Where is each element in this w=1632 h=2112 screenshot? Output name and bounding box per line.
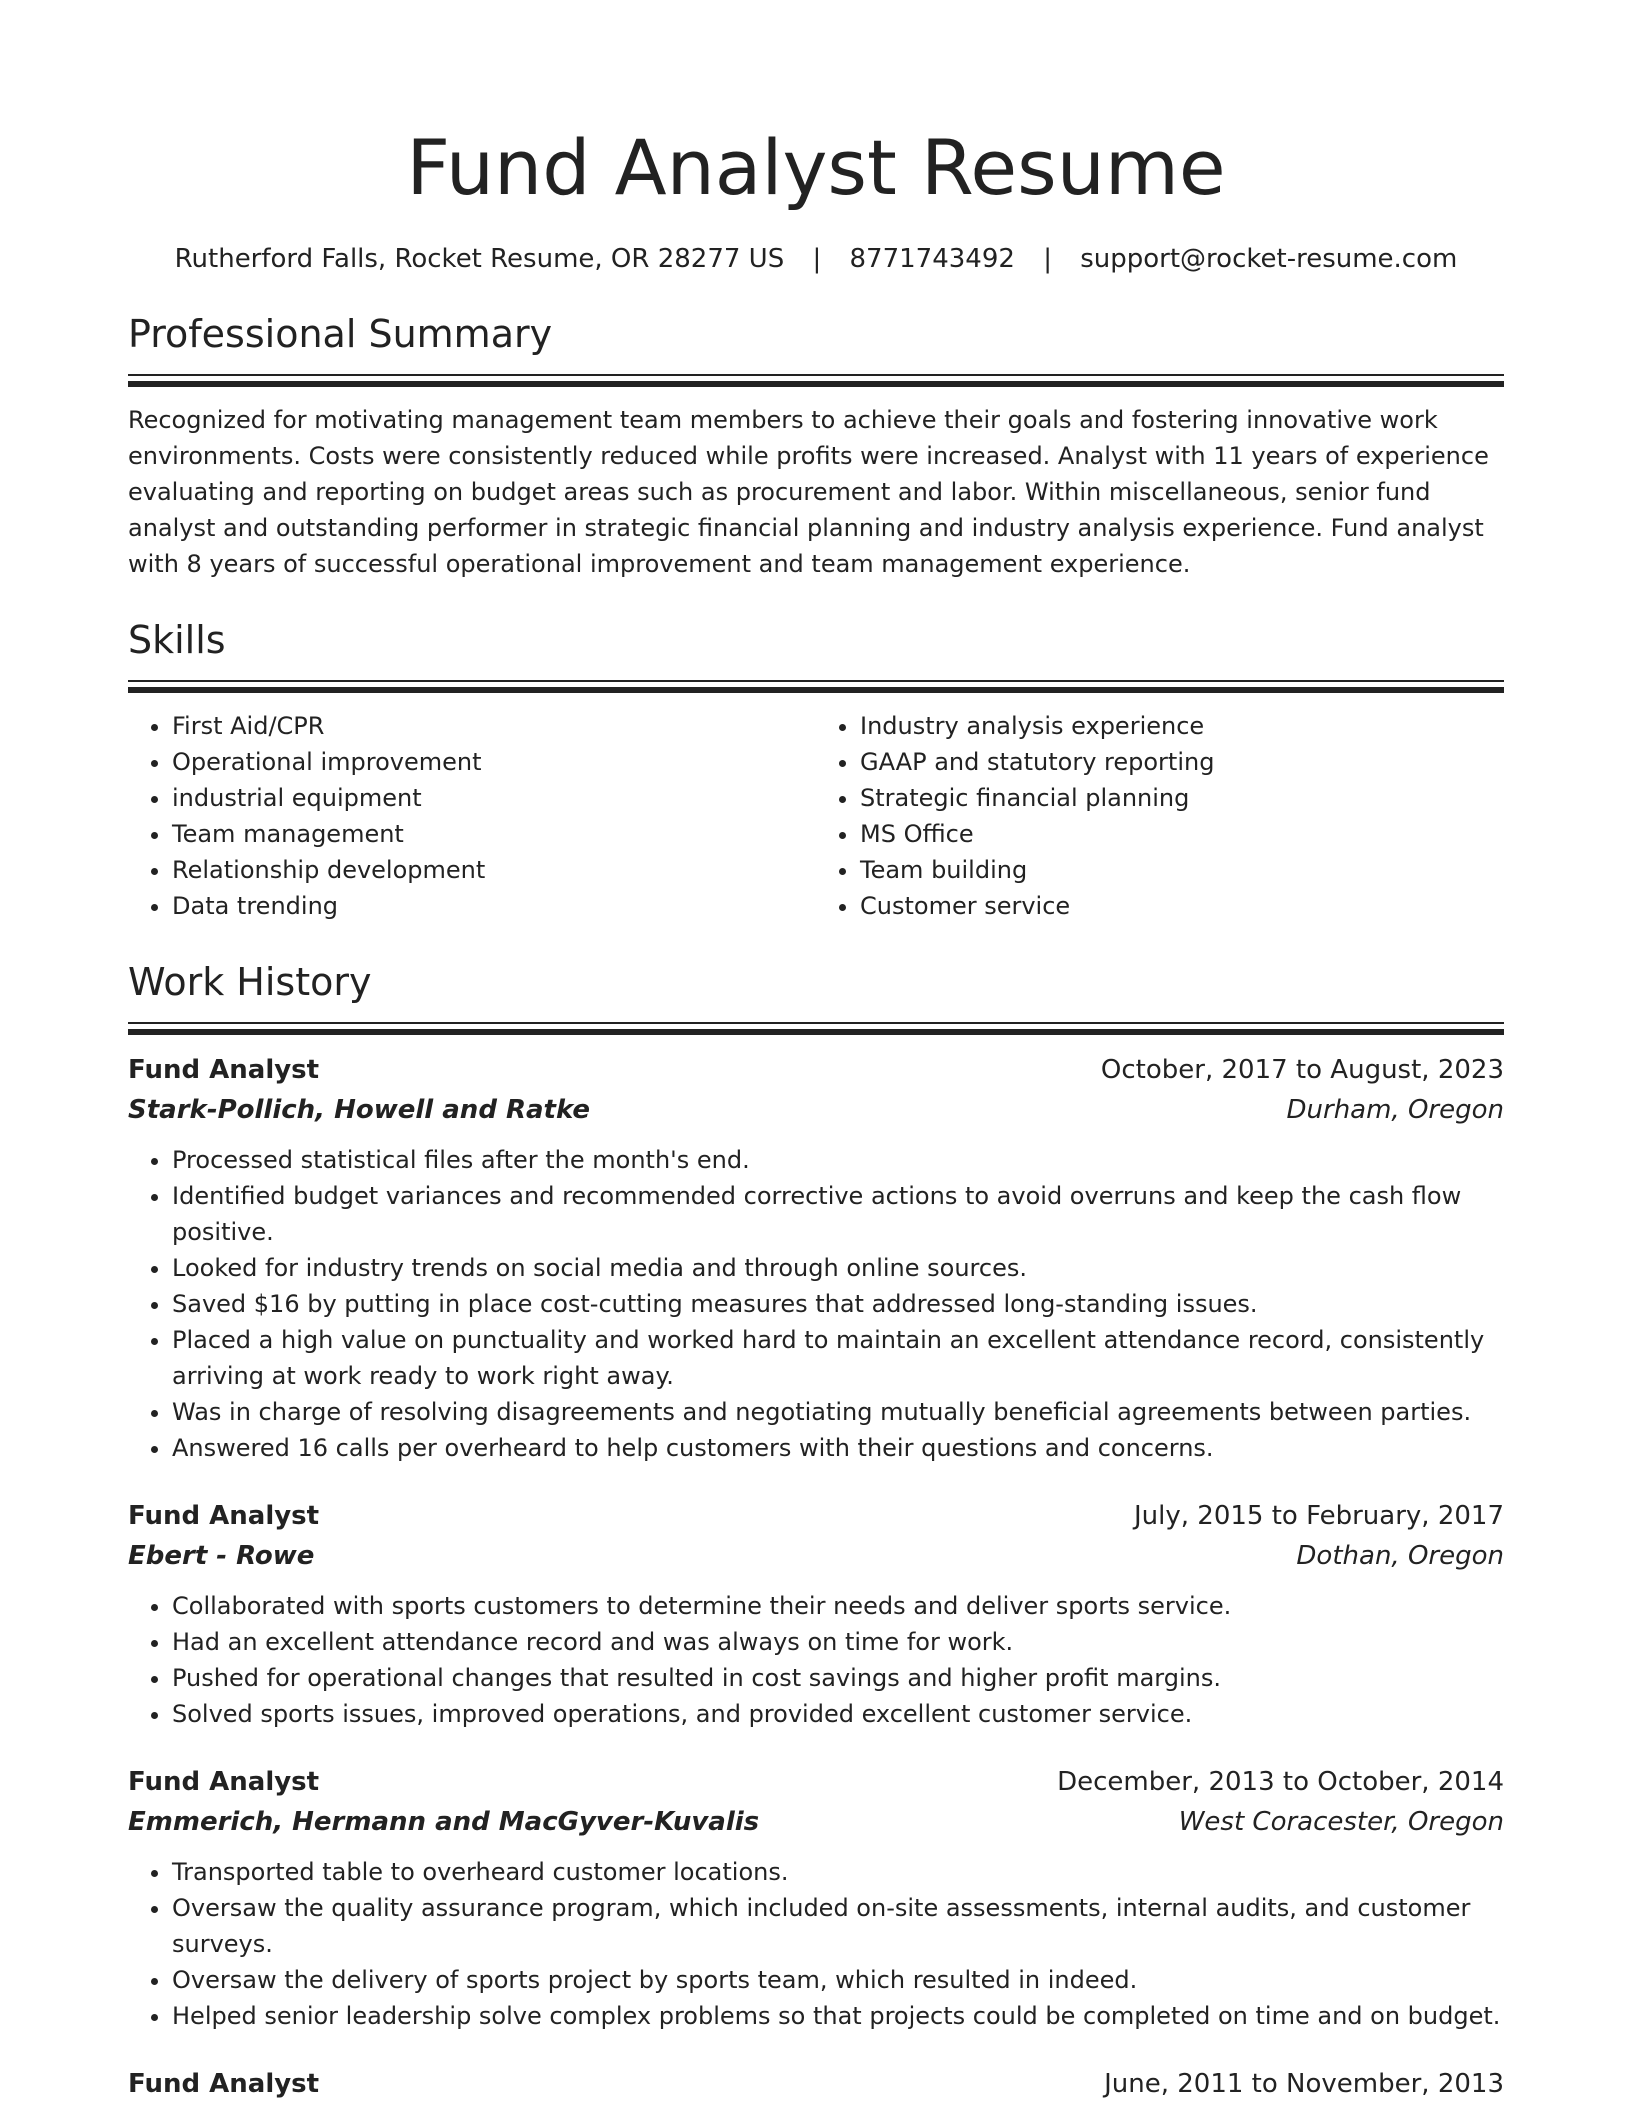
job-duty: • Answered 16 calls per overheard to help customers with their questions and concerns.: [172, 1430, 1504, 1466]
contact-separator: |: [812, 244, 822, 274]
skill-item: • Industry analysis experience: [860, 708, 1504, 744]
job-duty: • Transported table to overheard customer locations.: [172, 1854, 1504, 1890]
job-dates: December, 2013 to October, 2014: [1057, 1767, 1504, 1797]
skills-column-right: [816, 708, 1504, 924]
section-divider: [128, 680, 1504, 696]
job-dates: October, 2017 to August, 2023: [1100, 1055, 1504, 1085]
job-duty: • Identified budget variances and recommended corrective actions to avoid overruns and keep the cash flow positive.: [172, 1178, 1504, 1250]
job-header-row: [128, 2064, 1504, 2104]
job-entry: [128, 1762, 1504, 2034]
skills-list: [128, 708, 816, 924]
section-heading: Work History: [128, 960, 372, 1004]
job-header-row: [128, 1762, 1504, 1802]
skills-list: [816, 708, 1504, 924]
job-duty: • Collaborated with sports customers to determine their needs and deliver sports service.: [172, 1588, 1504, 1624]
skills-column-left: [128, 708, 816, 924]
job-location: Durham, Oregon: [1286, 1095, 1504, 1125]
section-divider: [128, 374, 1504, 390]
contact-address: Rutherford Falls, Rocket Resume, OR 28277 US: [174, 244, 785, 274]
job-duties-list: [128, 1142, 1504, 1466]
job-dates: July, 2015 to February, 2017: [1134, 1501, 1504, 1531]
section-divider: [128, 1022, 1504, 1038]
job-entry: [128, 1496, 1504, 1732]
job-duty: • Looked for industry trends on social media and through online sources.: [172, 1250, 1504, 1286]
summary-text: Recognized for motivating management team members to achieve their goals and fostering innovative work environments. Costs were consistently reduced while profits were increased. Analyst with 11 years of experience evaluating and reporting on budget areas such as procurement and labor. Within miscellaneous, senior fund analyst and outstanding performer in strategic financial planning and industry analysis experience. Fund analyst with 8 years of successful operational improvement and team management experience.: [128, 406, 1489, 578]
skills-grid: [128, 708, 1504, 924]
skill-item: • industrial equipment: [172, 780, 816, 816]
job-location: Dothan, Oregon: [1296, 1541, 1504, 1571]
job-company-row: [128, 1090, 1504, 1130]
job-title: Fund Analyst: [128, 1501, 320, 1531]
job-header-row: [128, 1050, 1504, 1090]
job-entry: [128, 1050, 1504, 1466]
resume-title: Fund Analyst Resume: [406, 123, 1226, 212]
skill-item: • GAAP and statutory reporting: [860, 744, 1504, 780]
section-heading: Skills: [128, 618, 226, 662]
job-duties-list: [128, 1854, 1504, 2034]
skill-item: • Team management: [172, 816, 816, 852]
job-company-row: [128, 1802, 1504, 1842]
job-duty: • Helped senior leadership solve complex problems so that projects could be completed on time and on budget.: [172, 1998, 1504, 2034]
skill-item: • MS Office: [860, 816, 1504, 852]
job-duty: • Oversaw the delivery of sports project by sports team, which resulted in indeed.: [172, 1962, 1504, 1998]
skill-item: • Customer service: [860, 888, 1504, 924]
skill-item: • Team building: [860, 852, 1504, 888]
contact-phone: 8771743492: [849, 244, 1015, 274]
professional-summary-section: [128, 310, 1504, 582]
skill-item: • Data trending: [172, 888, 816, 924]
job-dates: June, 2011 to November, 2013: [1104, 2069, 1504, 2099]
job-company: Emmerich, Hermann and MacGyver-Kuvalis: [128, 1807, 760, 1837]
job-duty: • Placed a high value on punctuality and worked hard to maintain an excellent attendance record, consistently arriving at work ready to work right away.: [172, 1322, 1504, 1394]
job-duty: • Had an excellent attendance record and was always on time for work.: [172, 1624, 1504, 1660]
skills-section: [128, 616, 1504, 924]
job-duty: • Processed statistical files after the month's end.: [172, 1142, 1504, 1178]
job-location: West Coracester, Oregon: [1178, 1807, 1504, 1837]
contact-separator: |: [1043, 244, 1052, 274]
job-duty: • Was in charge of resolving disagreements and negotiating mutually beneficial agreements between parties.: [172, 1394, 1504, 1430]
job-company-row: [128, 1536, 1504, 1576]
work-history-section: [128, 958, 1504, 2104]
job-duty: • Pushed for operational changes that resulted in cost savings and higher profit margins.: [172, 1660, 1504, 1696]
job-company: Ebert - Rowe: [128, 1541, 315, 1571]
job-duty: • Solved sports issues, improved operations, and provided excellent customer service.: [172, 1696, 1504, 1732]
contact-email[interactable]: support@rocket-resume.com: [1080, 244, 1458, 274]
contact-line: [128, 242, 1504, 276]
job-header-row: [128, 1496, 1504, 1536]
job-company: Stark-Pollich, Howell and Ratke: [128, 1095, 590, 1125]
job-title: Fund Analyst: [128, 1055, 320, 1085]
job-duty: • Oversaw the quality assurance program, which included on-site assessments, internal audits, and customer surveys.: [172, 1890, 1504, 1962]
job-duties-list: [128, 1588, 1504, 1732]
job-duty: • Saved $16 by putting in place cost-cutting measures that addressed long-standing issues.: [172, 1286, 1504, 1322]
skill-item: • Operational improvement: [172, 744, 816, 780]
job-title: Fund Analyst: [128, 1767, 320, 1797]
job-title: Fund Analyst: [128, 2069, 320, 2099]
skill-item: • Relationship development: [172, 852, 816, 888]
skill-item: • Strategic financial planning: [860, 780, 1504, 816]
job-entry: [128, 2064, 1504, 2104]
section-heading: Professional Summary: [128, 312, 553, 356]
skill-item: • First Aid/CPR: [172, 708, 816, 744]
